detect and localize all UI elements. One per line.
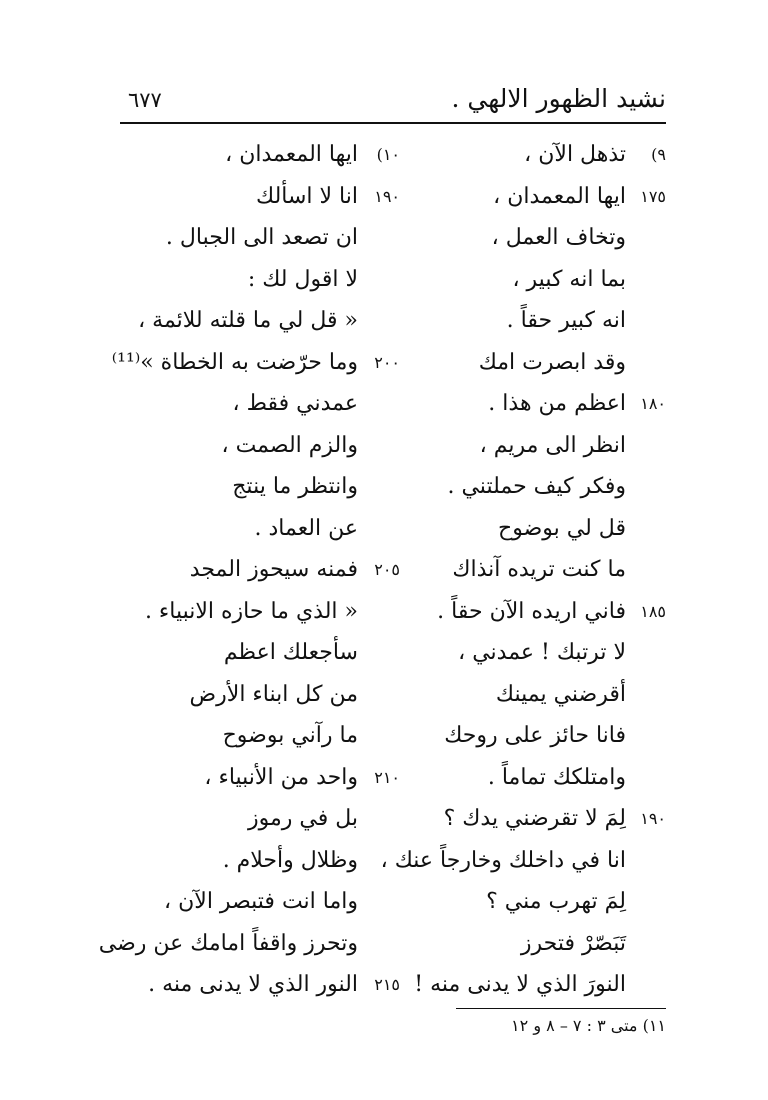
verse-line-right: ما كنت تريده آنذاك: [452, 557, 626, 582]
running-header: [120, 78, 666, 122]
verse-line-right: اعظم من هذا .: [488, 391, 626, 416]
verse-number-left: [360, 881, 400, 923]
verse-line-left: وتحرز واقفاً امامك عن رضى: [98, 930, 358, 956]
verse-line-left: « الذي ما حازه الانبياء .: [144, 598, 358, 624]
verse-line-left: وما حرّضت به الخطاة »⁽¹¹⁾: [111, 349, 358, 375]
verse-row: [120, 964, 666, 1006]
verse-number-left: [360, 383, 400, 425]
verse-number-right: [628, 300, 666, 342]
verse-line-left: انا لا اسألك: [256, 183, 358, 209]
verse-line-left: واحد من الأنبياء ،: [204, 764, 358, 790]
verse-number-right: [628, 840, 666, 882]
verse-number-right: [628, 549, 666, 591]
verse-line-right: وتخاف العمل ،: [491, 225, 626, 250]
verse-line-left: سأجعلك اعظم: [223, 640, 358, 665]
verse-row: [120, 134, 666, 176]
verse-line-right: وقد ابصرت امك: [478, 349, 626, 375]
verse-row: [120, 425, 666, 467]
verse-number-right: [628, 715, 666, 757]
verse-number-right: [628, 259, 666, 301]
verse-row: [120, 217, 666, 259]
verse-line-right: تذهل الآن ،: [524, 142, 626, 167]
header-title: نشيد الظهور الالهي .: [451, 84, 666, 113]
verse-line-right: أقرضني يمينك: [495, 681, 626, 707]
verse-number-right: [628, 425, 666, 467]
verse-number-left: [360, 217, 400, 259]
page-number: ٦٧٧: [128, 88, 162, 112]
verse-row: [98, 923, 666, 965]
verse-number-left: [360, 632, 400, 674]
verse-line-left: ما رآني بوضوح: [222, 723, 358, 748]
verse-row: [120, 591, 666, 633]
verse-line-right: لِمَ تهرب مني ؟: [486, 889, 626, 914]
verse-line-left: « قل لي ما قلته للائمة ،: [138, 308, 358, 333]
poem-columns: [98, 134, 666, 1006]
verse-number-left: [360, 466, 400, 508]
verse-row: [120, 300, 666, 342]
verse-number-right: [628, 964, 666, 1006]
verse-line-left: بل في رموز: [247, 806, 358, 831]
verse-number-right: [628, 674, 666, 716]
verse-line-right: وامتلكك تماماً .: [487, 764, 626, 790]
verse-number-left: [360, 798, 400, 840]
verse-line-right: انظر الى مريم ،: [479, 432, 626, 458]
verse-line-left: عمدني فقط ،: [232, 391, 358, 416]
verse-number-left: [360, 715, 400, 757]
verse-row: [120, 176, 666, 218]
verse-number-right: [628, 466, 666, 508]
verse-number-left: ٢١٠: [374, 767, 400, 787]
verse-number-left: ١٠): [376, 145, 400, 164]
verse-line-left: عن العماد .: [254, 515, 358, 541]
verse-line-right: انه كبير حقاً .: [506, 308, 626, 333]
verse-row: [120, 259, 666, 301]
verse-line-left: ايها المعمدان ،: [225, 142, 358, 167]
verse-line-right: تَبَصّرْ فتحرز: [520, 930, 626, 956]
verse-number-right: [628, 342, 666, 384]
verse-row: [120, 674, 666, 716]
verse-number-right: ١٩٠: [640, 809, 666, 828]
verse-line-right: وفكر كيف حملتني .: [447, 474, 626, 499]
verse-line-right: فاني اريده الآن حقاً .: [437, 598, 626, 624]
verse-line-left: والزم الصمت ،: [221, 432, 358, 458]
verse-row: [120, 881, 666, 923]
verse-row: [120, 757, 666, 799]
verse-line-left: لا اقول لك :: [247, 266, 358, 292]
verse-row: [120, 840, 666, 882]
verse-row: [120, 383, 666, 425]
verse-line-left: واما انت فتبصر الآن ،: [164, 889, 358, 914]
verse-number-right: ١٨٠: [640, 394, 666, 413]
verse-number-left: ٢٠٠: [374, 352, 400, 372]
verse-line-right: لِمَ لا تقرضني يدك ؟: [443, 806, 626, 831]
verse-number-left: [360, 591, 400, 633]
verse-row: [120, 549, 666, 591]
verse-line-left: النور الذي لا يدنى منه .: [148, 972, 358, 997]
verse-number-left: ٢١٥: [374, 975, 400, 994]
verse-number-right: [628, 217, 666, 259]
verse-line-right: ايها المعمدان ،: [493, 183, 626, 209]
verse-line-right: بما انه كبير ،: [512, 266, 626, 292]
verse-line-right: لا ترتبك ! عمدني ،: [458, 640, 626, 665]
verse-line-left: وانتظر ما ينتج: [232, 474, 358, 499]
verse-line-right: قل لي بوضوح: [498, 515, 626, 541]
verse-number-right: [628, 757, 666, 799]
verse-line-left: من كل ابناء الأرض: [189, 681, 358, 707]
verse-number-left: ١٩٠: [374, 186, 400, 206]
verse-number-left: [360, 674, 400, 716]
verse-row: [120, 508, 666, 550]
verse-number-right: ١٨٥: [640, 601, 666, 621]
verse-line-left: وظلال وأحلام .: [222, 847, 358, 873]
verse-number-left: [360, 508, 400, 550]
verse-line-right: فانا حائز على روحك: [444, 723, 626, 748]
verse-row: [111, 342, 666, 384]
verse-line-right: النورَ الذي لا يدنى منه !: [414, 972, 626, 997]
verse-row: [120, 798, 666, 840]
verse-line-right: انا في داخلك وخارجاً عنك ،: [380, 847, 626, 873]
verse-number-left: [360, 923, 400, 965]
verse-number-right: [628, 923, 666, 965]
verse-number-right: [628, 632, 666, 674]
verse-number-right: ١٧٥: [640, 186, 666, 206]
verse-number-left: [360, 425, 400, 467]
footnote-rule: [456, 1008, 666, 1009]
verse-number-left: [360, 300, 400, 342]
verse-row: [120, 632, 666, 674]
verse-number-right: ٩): [651, 145, 666, 164]
verse-row: [120, 466, 666, 508]
header-rule: [120, 122, 666, 124]
verse-number-right: [628, 881, 666, 923]
verse-line-left: ان تصعد الى الجبال .: [165, 225, 358, 250]
verse-number-left: ٢٠٥: [374, 560, 400, 579]
verse-number-left: [360, 259, 400, 301]
verse-line-left: فمنه سيحوز المجد: [189, 557, 358, 582]
verse-number-right: [628, 508, 666, 550]
footnote: ١١) متى ٣ : ٧ – ٨ و ١٢: [511, 1016, 666, 1035]
verse-number-left: [360, 840, 400, 882]
verse-row: [120, 715, 666, 757]
